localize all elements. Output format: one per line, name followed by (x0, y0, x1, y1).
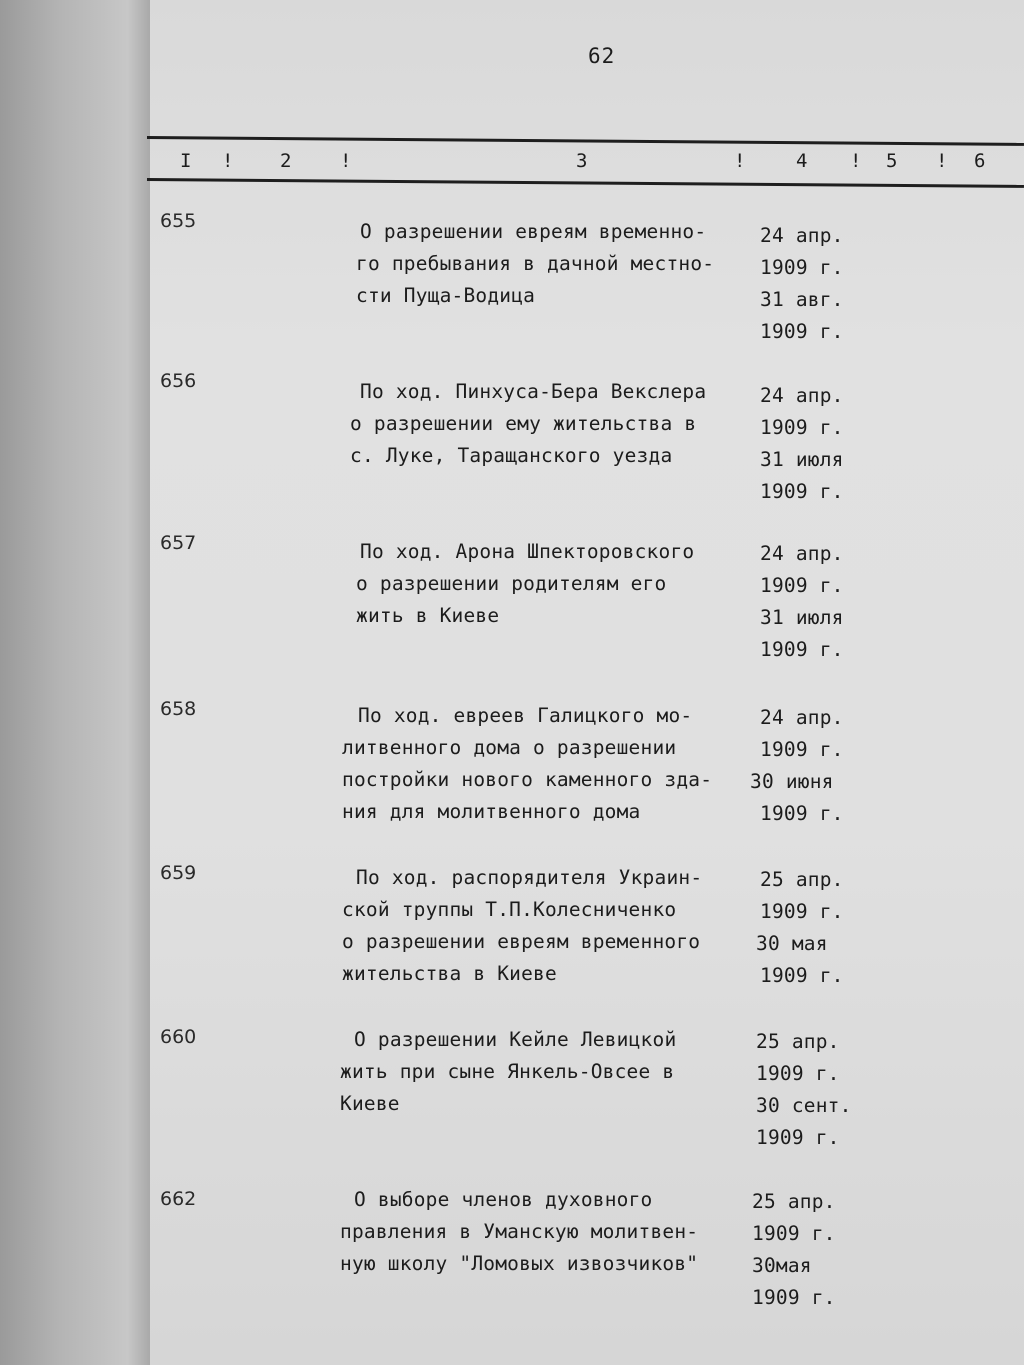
entry-end-day: 30 сент. (756, 1094, 852, 1117)
entry-description-line: жительства в Киеве (342, 962, 557, 985)
entry-end-day: 31 авг. (760, 288, 844, 311)
header-separator-2: ! (340, 150, 352, 172)
entry-number: 662 (160, 1188, 197, 1210)
entry-end-day: 31 июля (760, 448, 844, 471)
entry-end-day: 30 мая (756, 932, 828, 955)
entry-description-line: ния для молитвенного дома (342, 800, 641, 823)
entry-description-line: с. Луке, Таращанского уезда (350, 444, 673, 467)
entry-end-year: 1909 г. (760, 320, 844, 343)
entry-description-line: ской труппы Т.П.Колесниченко (342, 898, 677, 921)
header-separator-1: ! (222, 150, 234, 172)
entry-end-year: 1909 г. (760, 802, 844, 825)
entry-start-year: 1909 г. (756, 1062, 840, 1085)
entry-end-day: 31 июля (760, 606, 844, 629)
entry-end-year: 1909 г. (760, 480, 844, 503)
entry-description-line: По ход. Арона Шпекторовского (360, 540, 695, 563)
entry-description-line: ную школу "Ломовых извозчиков" (340, 1252, 699, 1275)
table-header-row (0, 150, 1024, 178)
entry-number: 658 (160, 698, 197, 720)
entry-number: 657 (160, 532, 197, 554)
header-separator-5: ! (936, 150, 948, 172)
entry-description-line: По ход. евреев Галицкого мо- (358, 704, 693, 727)
header-col-2: 2 (280, 150, 292, 172)
entry-description-line: жить в Киеве (356, 604, 500, 627)
entry-number: 660 (160, 1026, 197, 1048)
entry-number: 656 (160, 370, 197, 392)
entry-description-line: По ход. Пинхуса-Бера Векслера (360, 380, 707, 403)
header-separator-3: ! (734, 150, 746, 172)
page-number: 62 (588, 44, 616, 68)
entry-start-year: 1909 г. (760, 574, 844, 597)
entry-start-year: 1909 г. (760, 900, 844, 923)
entry-description-line: правления в Уманскую молитвен- (340, 1220, 699, 1243)
entry-description-line: го пребывания в дачной местно- (356, 252, 715, 275)
entry-description-line: жить при сыне Янкель-Овсее в (340, 1060, 675, 1083)
entry-start-year: 1909 г. (760, 256, 844, 279)
header-col-1: I (180, 150, 192, 172)
entry-number: 659 (160, 862, 197, 884)
entry-end-year: 1909 г. (756, 1126, 840, 1149)
entry-description-line: о разрешении родителям его (356, 572, 667, 595)
entry-start-day: 24 апр. (760, 706, 844, 729)
entry-description-line: По ход. распорядителя Украин- (356, 866, 703, 889)
entry-end-year: 1909 г. (752, 1286, 836, 1309)
entry-description-line: О выборе членов духовного (354, 1188, 653, 1211)
entry-start-year: 1909 г. (760, 416, 844, 439)
entry-description-line: О разрешении евреям временно- (360, 220, 707, 243)
entry-start-year: 1909 г. (760, 738, 844, 761)
left-page-margin-shadow (0, 0, 150, 1365)
entry-description-line: постройки нового каменного зда- (342, 768, 713, 791)
entry-end-year: 1909 г. (760, 638, 844, 661)
entry-description-line: о разрешении ему жительства в (350, 412, 697, 435)
header-col-5: 5 (886, 150, 898, 172)
entry-start-day: 24 апр. (760, 224, 844, 247)
entry-description-line: Киеве (340, 1092, 400, 1115)
header-separator-4: ! (850, 150, 862, 172)
entry-description-line: о разрешении евреям временного (342, 930, 701, 953)
document-page (150, 0, 1024, 1365)
entry-end-day: 30мая (752, 1254, 812, 1277)
entry-start-day: 24 апр. (760, 542, 844, 565)
entry-start-day: 24 апр. (760, 384, 844, 407)
entry-description-line: литвенного дома о разрешении (342, 736, 677, 759)
entry-description-line: О разрешении Кейле Левицкой (354, 1028, 677, 1051)
header-col-6: 6 (974, 150, 986, 172)
entry-end-day: 30 июня (750, 770, 834, 793)
entry-start-day: 25 апр. (760, 868, 844, 891)
entry-number: 655 (160, 210, 197, 232)
entry-end-year: 1909 г. (760, 964, 844, 987)
entry-start-year: 1909 г. (752, 1222, 836, 1245)
header-col-4: 4 (796, 150, 808, 172)
entry-start-day: 25 апр. (756, 1030, 840, 1053)
entry-start-day: 25 апр. (752, 1190, 836, 1213)
entry-description-line: сти Пуща-Водица (356, 284, 536, 307)
header-col-3: 3 (576, 150, 588, 172)
